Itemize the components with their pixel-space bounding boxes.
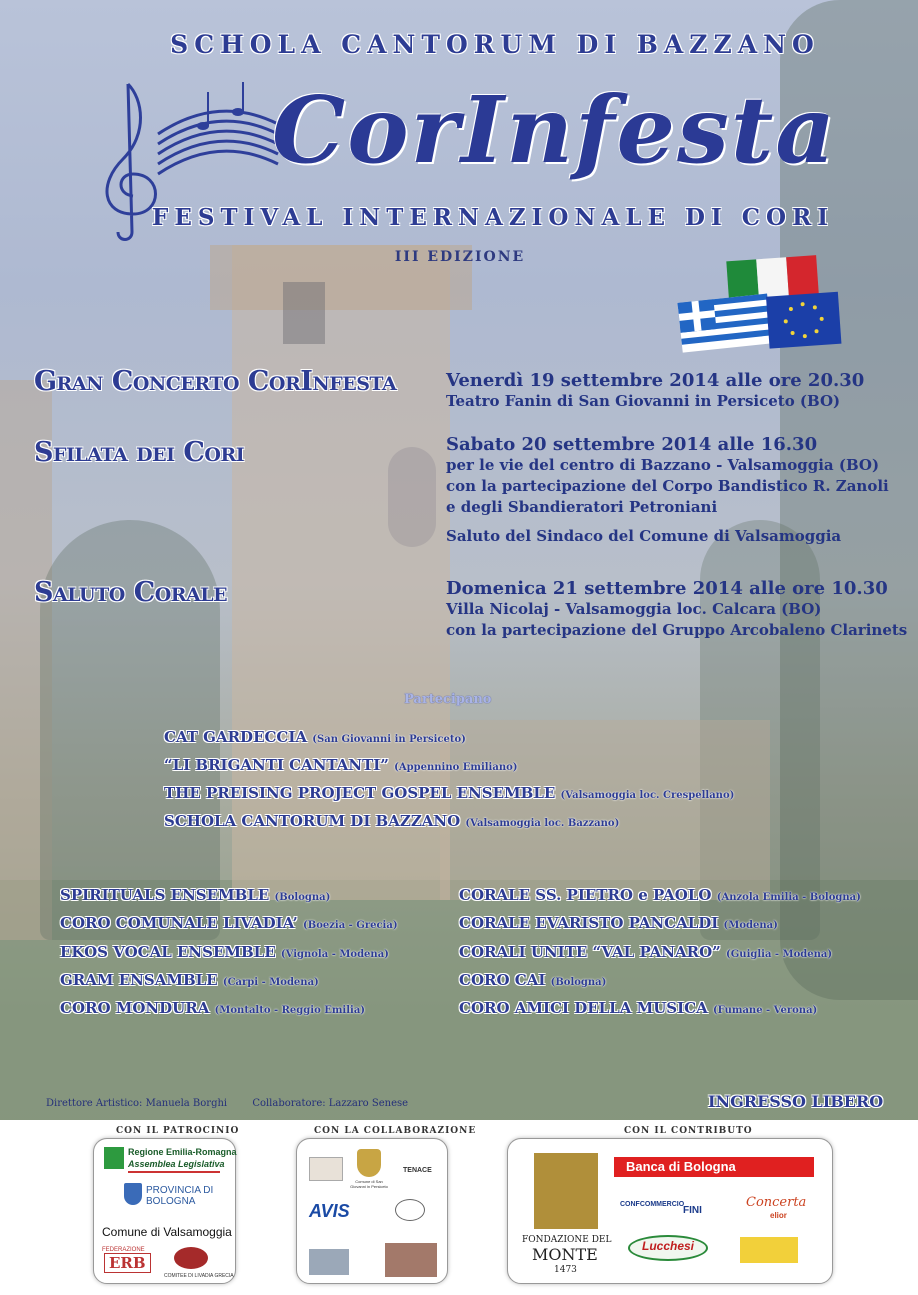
regione-logo-icon [104,1147,124,1169]
event-line: Saluto del Sindaco del Comune di Valsamoggia [446,527,842,545]
choir-place: (Bologna) [274,892,331,903]
choir-name: GRAM ENSAMBLE [60,971,218,989]
choir-place: (Boezia - Grecia) [303,920,398,931]
choir-item [60,999,365,1017]
collaboration-label: CON LA COLLABORAZIONE [314,1126,477,1136]
choir-item [60,914,398,932]
b-logo-icon [395,1199,425,1221]
choir-item [164,784,734,802]
organizer-title: SCHOLA CANTORUM DI BAZZANO [170,30,820,59]
event-title: Saluto Corale [34,577,228,608]
regione-line1: Regione Emilia-Romagna [128,1147,237,1157]
credits [46,1098,430,1109]
choir-place: (Valsamoggia loc. Crespellano) [560,790,735,801]
choir-place: (Guiglia - Modena) [726,949,833,960]
avis-logo: AVIS [309,1201,350,1221]
event-details [446,578,907,641]
clock-background [388,447,436,547]
concerta-label: Concerta [746,1195,807,1210]
event-title: Sfilata dei Cori [34,437,245,468]
event-date: Sabato 20 settembre 2014 alle 16.30 [446,434,818,455]
event-line: con la partecipazione del Gruppo Arcobaleno Clarinets [446,621,908,639]
collaborator: Collaboratore: Lazzaro Senese [252,1098,409,1109]
choir-item [60,971,319,989]
event-details [446,370,864,412]
choir-name: CORO CAI [459,971,546,989]
event-line: Villa Nicolaj - Valsamoggia loc. Calcara (BO) [446,600,822,618]
event-date: Domenica 21 settembre 2014 alle ore 10.30 [446,578,888,599]
regione-underline [128,1171,220,1173]
persiceto-crest-icon [357,1149,381,1177]
event-date: Venerdì 19 settembre 2014 alle ore 20.30 [446,370,865,391]
erb-logo: ERB [104,1253,151,1273]
choir-item [164,812,619,830]
choir-name: CORALE EVARISTO PANCALDI [459,914,719,932]
choir-place: (Fumane - Verona) [712,1005,818,1016]
festival-title: CorInfesta [272,76,837,184]
choir-name: THE PREISING PROJECT GOSPEL ENSEMBLE [164,784,556,802]
choir-place: (Vignola - Modena) [280,949,389,960]
choir-place: (Modena) [723,920,778,931]
choir-item [459,971,606,989]
event-line: con la partecipazione del Corpo Bandistico R. Zanoli [446,477,889,495]
choir-place: (Carpi - Modena) [222,977,319,988]
choir-item [459,886,861,904]
lucchesi-label: Lucchesi [642,1239,695,1253]
event-details [446,434,889,547]
choir-item [459,943,832,961]
livadia-logo-icon [174,1247,208,1269]
sponsor-band [0,1120,918,1295]
choir-name: CORALI UNITE “VAL PANARO” [459,943,721,961]
choir-name: CORALE SS. PIETRO e PAOLO [459,886,712,904]
patronage-box [93,1138,236,1284]
choir-item [459,999,817,1017]
choir-name: CORO MONDURA [60,999,210,1017]
choir-place: (San Giovanni in Persiceto) [312,734,466,745]
choir-name: SPIRITUALS ENSEMBLE [60,886,270,904]
fondazione-line2: MONTE [532,1245,598,1264]
shop-photo-icon [385,1243,437,1277]
artistic-director: Direttore Artistico: Manuela Borghi [46,1098,228,1109]
banca-label: Banca di Bologna [626,1159,736,1174]
castle-background [440,720,770,900]
patronage-label: CON IL PATROCINIO [116,1126,240,1136]
tenace-label: TENACE [403,1167,432,1174]
choir-name: EKOS VOCAL ENSEMBLE [60,943,276,961]
choir-place: (Bologna) [550,977,607,988]
choir-name: “LI BRIGANTI CANTANTI” [164,756,389,774]
tower-window-background [283,282,325,344]
collaboration-box [296,1138,448,1284]
flags-icon [676,254,846,354]
provincia-crest-icon [124,1183,142,1205]
choir-item [60,886,330,904]
persiceto-label: Comune di San Giovanni in Persiceto [350,1179,388,1189]
event-title: Gran Concerto CorInfesta [34,366,397,397]
choir-name: CORO COMUNALE LIVADIA’ [60,914,298,932]
choir-place: (Anzola Emilia - Bologna) [716,892,861,903]
provincia-line1: PROVINCIA DI [146,1185,214,1196]
choir-item [459,914,778,932]
photo-logo-icon [309,1249,349,1275]
contribution-box [507,1138,833,1284]
federazione-label: FEDERAZIONE [102,1247,145,1253]
choir-logo-icon [309,1157,343,1181]
event-line: e degli Sbandieratori Petroniani [446,498,718,516]
free-entry-label: INGRESSO LIBERO [708,1092,884,1111]
regione-line2: Assemblea Legislativa [128,1159,225,1169]
choir-name: CAT GARDECCIA [164,728,308,746]
choir-item [164,728,466,746]
concerta-sub: elior [770,1211,787,1220]
participants-label: Partecipano [404,692,492,707]
sponsor-yellow-logo-icon [740,1237,798,1263]
contribution-label: CON IL CONTRIBUTO [624,1126,753,1136]
fondazione-line1: FONDAZIONE DEL [522,1235,612,1245]
choir-place: (Valsamoggia loc. Bazzano) [465,818,620,829]
fondazione-logo-icon [534,1153,598,1229]
choir-name: CORO AMICI DELLA MUSICA [459,999,708,1017]
choir-name: SCHOLA CANTORUM DI BAZZANO [164,812,461,830]
fini-label: FINI [683,1205,702,1216]
comune-valsamoggia: Comune di Valsamoggia [102,1225,232,1239]
festival-subtitle: FESTIVAL INTERNAZIONALE DI CORI [152,204,834,231]
confcommercio-label: CONFCOMMERCIO [620,1201,685,1208]
choir-place: (Montalto - Reggio Emilia) [214,1005,366,1016]
livadia-label: COMITEE DI LIVADIA GRECIA [164,1273,234,1279]
choir-item [60,943,389,961]
event-line: Teatro Fanin di San Giovanni in Persiceto (BO) [446,392,841,410]
choir-item [164,756,518,774]
choir-place: (Appennino Emiliano) [394,762,518,773]
fondazione-year: 1473 [554,1265,577,1275]
edition-label: III EDIZIONE [394,249,526,265]
provincia-line2: BOLOGNA [146,1196,196,1207]
event-line: per le vie del centro di Bazzano - Valsamoggia (BO) [446,456,880,474]
